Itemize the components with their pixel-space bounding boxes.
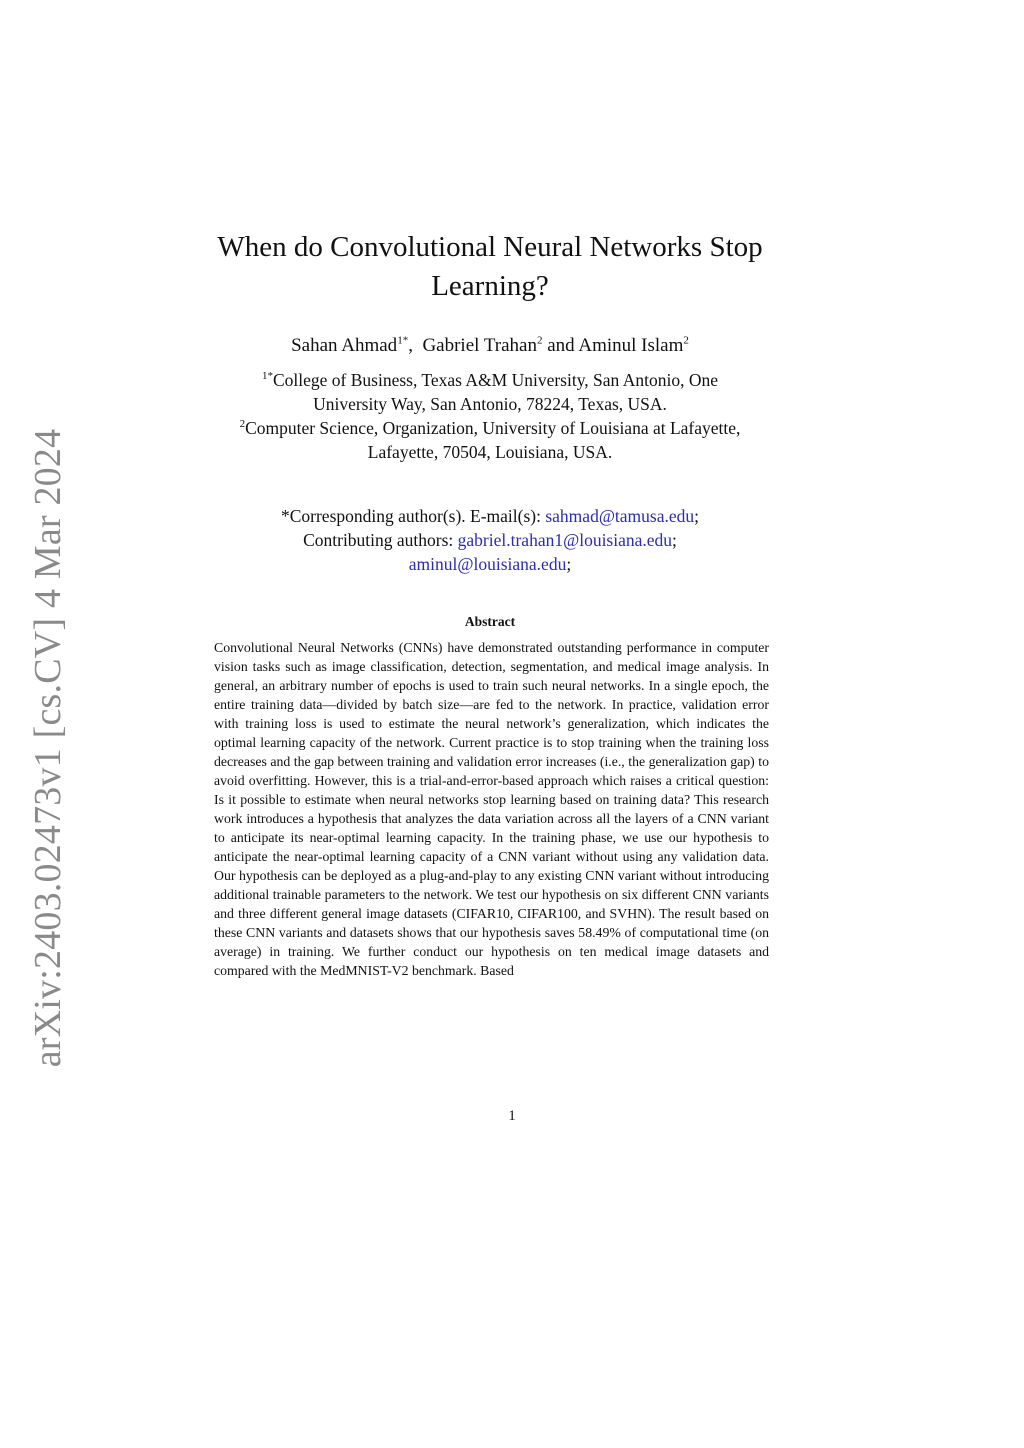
affiliation-1 bbox=[190, 368, 790, 416]
affiliation-marker: 2 bbox=[239, 418, 246, 431]
author-separator: , bbox=[408, 335, 423, 356]
arxiv-id: arXiv:2403.02473v1 [cs.CV] 4 Mar 2024 bbox=[27, 428, 69, 1068]
correspondence bbox=[190, 504, 790, 576]
contributing-label: Contributing authors: bbox=[303, 530, 458, 550]
author-name: Sahan Ahmad bbox=[291, 335, 398, 356]
contributing-authors-line bbox=[190, 528, 790, 552]
semicolon: ; bbox=[694, 506, 700, 526]
contributing-email-link-1[interactable]: gabriel.trahan1@louisiana.edu bbox=[457, 530, 673, 550]
abstract-body: Convolutional Neural Networks (CNNs) have demonstrated outstanding performance in computer vision tasks such as image classification, detection, segmentation, and medical image analysis. In general, an arbitrary number of epochs is used to train such neural networks. In a single epoch, the entire training data—divided by batch size—are fed to the network. In practice, validation error with training loss is used to estimate the neural network’s generalization, which indicates the optimal learning capacity of the network. Current practice is to stop training when the training loss decreases and the gap between training and validation error increases (i.e., the generalization gap) to avoid overfitting. However, this is a trial-and-error-based approach which raises a critical question: Is it possible to estimate when neural networks stop learning based on training data? This research work introduces a hypothesis that analyzes the data variation across all the layers of a CNN variant to anticipate its near-optimal learning capacity. In the training phase, we use our hypothesis to anticipate the near-optimal learning capacity of a CNN variant without using any validation data. Our hypothesis can be deployed as a plug-and-play to any existing CNN variant without introducing additional trainable parameters to the network. We test our hypothesis on six different CNN variants and three different general image datasets (CIFAR10, CIFAR100, and SVHN). The result based on these CNN variants and datasets shows that our hypothesis saves 58.49% of computational time (on average) in training. We further conduct our hypothesis on ten medical image datasets and compared with the MedMNIST-V2 benchmark. Based bbox=[214, 640, 769, 978]
corresponding-email-link[interactable]: sahmad@tamusa.edu bbox=[545, 506, 695, 526]
author-affil-marker: 1* bbox=[397, 334, 409, 347]
semicolon: ; bbox=[672, 530, 677, 550]
affiliation-line: Computer Science, Organization, University of Louisiana at Lafayette, bbox=[245, 418, 741, 438]
author-name: Aminul Islam bbox=[578, 335, 684, 356]
title-line-2: Learning? bbox=[431, 270, 549, 302]
author-separator: and bbox=[542, 335, 579, 356]
abstract-heading: Abstract bbox=[464, 614, 516, 629]
affiliation-marker: 1* bbox=[261, 370, 273, 383]
affiliation-line: Lafayette, 70504, Louisiana, USA. bbox=[367, 442, 613, 462]
contributing-email-link-2[interactable]: aminul@louisiana.edu bbox=[408, 554, 567, 574]
page-number: 1 bbox=[508, 1108, 516, 1124]
author-affil-marker: 2 bbox=[683, 334, 689, 347]
title-line-1: When do Convolutional Neural Networks Stop bbox=[217, 231, 763, 263]
corresponding-label: *Corresponding author(s). E-mail(s): bbox=[280, 506, 546, 526]
affiliation-2 bbox=[190, 416, 790, 464]
author-list bbox=[190, 334, 790, 358]
affiliation-line: College of Business, Texas A&M University, San Antonio, One bbox=[272, 370, 718, 390]
semicolon: ; bbox=[566, 554, 572, 574]
contributing-authors-line-2 bbox=[190, 552, 790, 576]
author-name: Gabriel Trahan bbox=[422, 335, 537, 356]
paper-title bbox=[190, 228, 790, 306]
affiliations bbox=[190, 368, 790, 464]
affiliation-line: University Way, San Antonio, 78224, Texas, USA. bbox=[313, 394, 667, 414]
corresponding-author-line bbox=[190, 504, 790, 528]
author-affil-marker: 2 bbox=[536, 334, 543, 347]
